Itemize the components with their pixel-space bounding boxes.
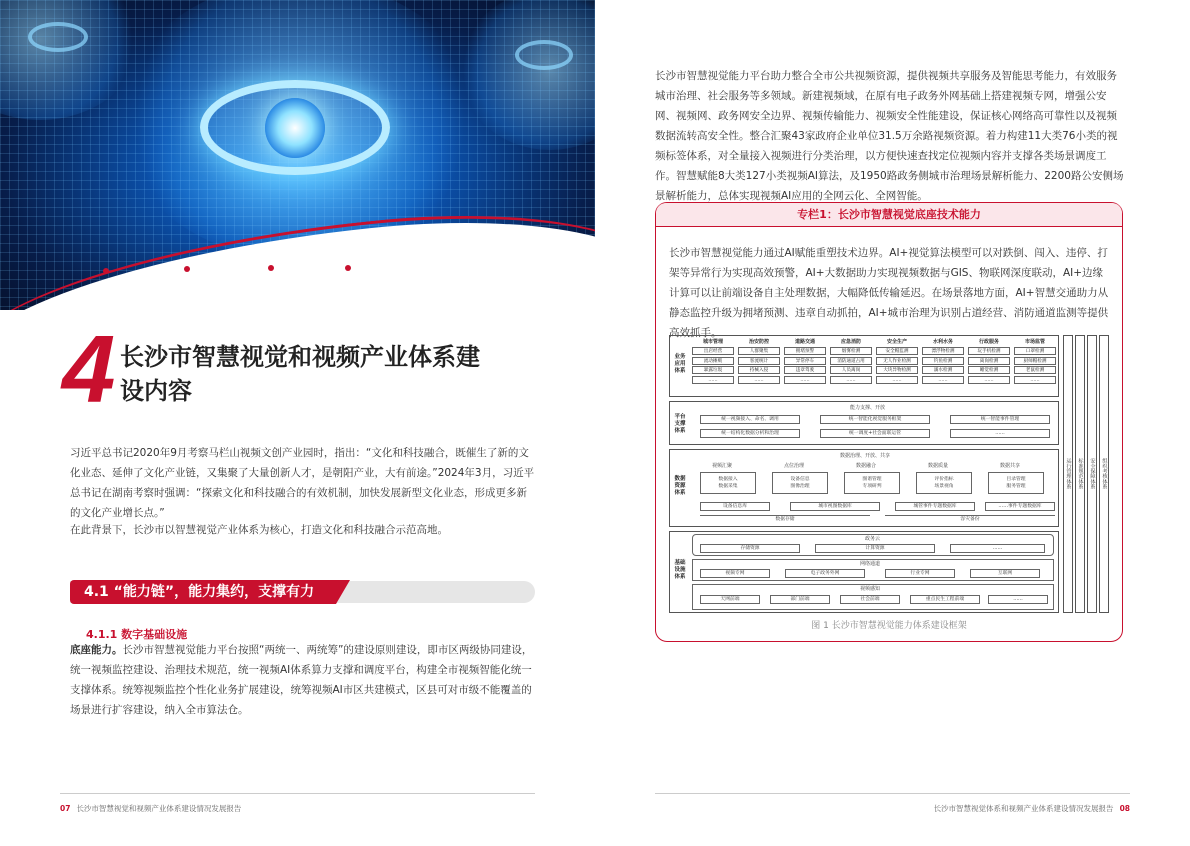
app-item: …… xyxy=(738,376,780,384)
app-item: …… xyxy=(692,376,734,384)
layer-label: 基础设施体系 xyxy=(674,560,686,580)
footer xyxy=(934,803,1130,814)
app-item: 无人作业检测 xyxy=(876,357,918,365)
body-text: 长沙市智慧视觉能力平台按照“两统一、两统筹”的建设原则建设，即市区两级协同建设，统一视频监控建设、治理技术规范，统一视频AI体系算力支撑和调度平台，构建全市视频智能化统一支撑体系。统筹视频监控个性化业务扩展建设，统筹视频AI市区共建模式，区县可对市级不能覆盖的场景进行扩容建设，纳入全市算法仓。 xyxy=(70,644,533,716)
app-item: …… xyxy=(922,376,964,384)
app-item: 客流统计 xyxy=(738,357,780,365)
app-item: 安全帽监测 xyxy=(876,347,918,355)
app-column xyxy=(830,338,872,385)
app-column-head: 治安防控 xyxy=(748,339,769,345)
app-column-head: 水利水务 xyxy=(932,339,953,345)
data-store: 设备信息库 xyxy=(700,502,770,511)
platform-chip: 统一结构化数据分析和治理 xyxy=(700,429,800,438)
infra-chip: 部门前端 xyxy=(770,595,830,604)
app-column xyxy=(692,338,734,385)
layer-label: 业务应用体系 xyxy=(674,354,686,374)
infra-chip: 计算资源 xyxy=(815,544,935,553)
infra-video: 视频感知 xyxy=(860,586,881,592)
side-bar-standards: 标准规范体系 xyxy=(1075,335,1085,613)
app-item: 持械入侵 xyxy=(738,366,780,374)
app-column-head: 应急消防 xyxy=(840,339,861,345)
infra-chip: 存储资源 xyxy=(700,544,800,553)
data-backup: 容灾备份 xyxy=(885,515,1055,524)
app-item: 老鼠检测 xyxy=(1014,366,1056,374)
layer-infra xyxy=(669,531,1059,613)
app-column-head: 城市管理 xyxy=(702,339,723,345)
data-caption: 数据治理、开放、共享 xyxy=(840,453,891,459)
platform-caption: 能力支撑、开放 xyxy=(850,405,886,411)
app-item: …… xyxy=(784,376,826,384)
platform-chip: 统一调度+社会面联运管 xyxy=(820,429,930,438)
app-item: 大块异物检测 xyxy=(876,366,918,374)
layer-platform xyxy=(669,401,1059,445)
section-title: 4.1 “能力链”，能力集约，支撑有力 xyxy=(84,584,315,600)
app-item: 睡觉检测 xyxy=(968,366,1010,374)
app-column-head: 市场监管 xyxy=(1024,339,1045,345)
data-column-head: 数据融合 xyxy=(856,463,877,469)
layer-label: 数据资源体系 xyxy=(674,476,686,496)
data-column-item: 设备信息 图像治理 xyxy=(772,472,828,494)
infra-chip: 重点民生工程前端 xyxy=(910,595,980,604)
right-page xyxy=(595,0,1190,846)
app-column-head: 安全生产 xyxy=(886,339,907,345)
app-item: 离岗检测 xyxy=(968,357,1010,365)
data-column-item: 图谱管理 专项研判 xyxy=(844,472,900,494)
app-item: 暴露垃圾 xyxy=(692,366,734,374)
app-item: 拥堵预警 xyxy=(784,347,826,355)
infra-net: 网络通道 xyxy=(860,561,881,567)
app-item: 钓鱼检测 xyxy=(922,357,964,365)
intro-paragraph: 习近平总书记2020年9月考察马栏山视频文创产业园时，指出：“文化和科技融合，既催生了新的文化业态、延伸了文化产业链，又集聚了大量创新人才，是朝阳产业，大有前途。”2024年3月，习近平总书记在湖南考察时强调：“探索文化和科技融合的有效机制，加快发展新型文化业态，形成更多新的文化产业增长点。” xyxy=(70,447,535,519)
app-column-head: 行政服务 xyxy=(978,339,999,345)
app-item: 人员离岗 xyxy=(830,366,872,374)
footer-title: 长沙市智慧视觉体系和视频产业体系建设情况发展报告 xyxy=(933,804,1114,813)
app-item: …… xyxy=(876,376,918,384)
app-column xyxy=(968,338,1010,385)
box-paragraph: 长沙市智慧视觉能力通过AI赋能重塑技术边界。AI+视觉算法模型可以对跌倒、闯入、违停、打架等异常行为实现高效预警，AI+大数据助力实现视频数据与GIS、物联网深度联动，AI+边缘计算可以让前端设备自主处理数据，大幅降低传输延迟。在场景落地方面，AI+智慧交通助力从静态监控升级为拥堵预测、违章自动抓拍，AI+城市治理为识别占道经营、消防通道监测等提供高效抓手。 xyxy=(669,247,1109,339)
app-column xyxy=(1014,338,1056,385)
box-title: 专栏1：长沙市智慧视觉底座技术能力 xyxy=(656,203,1122,227)
app-item: …… xyxy=(1014,376,1056,384)
footer-title: 长沙市智慧视觉和视频产业体系建设情况发展报告 xyxy=(76,804,242,813)
infra-cloud: 政务云 xyxy=(865,536,881,542)
data-column-head: 点位治理 xyxy=(784,463,805,469)
footer-rule xyxy=(60,793,535,794)
hero-image xyxy=(0,0,595,310)
app-item: 出店经营 xyxy=(692,347,734,355)
platform-chip: 统一视频接入、命名、调用 xyxy=(700,415,800,424)
architecture-diagram xyxy=(669,335,1109,615)
infra-chip: …… xyxy=(950,544,1045,553)
app-item: …… xyxy=(968,376,1010,384)
app-item: 消防通道占用 xyxy=(830,357,872,365)
app-column xyxy=(876,338,918,385)
body-paragraph xyxy=(70,640,535,720)
app-column-head: 道路交通 xyxy=(794,339,815,345)
layer-business xyxy=(669,335,1059,397)
infra-chip: …… xyxy=(988,595,1048,604)
app-item: 溺水检测 xyxy=(922,366,964,374)
subsection-title: 4.1.1 数字基础设施 xyxy=(86,628,188,641)
data-store: ……事件专题数据库 xyxy=(985,502,1055,511)
infra-chip: 行业专网 xyxy=(885,569,955,578)
side-bar-organization: 组织考核体系 xyxy=(1099,335,1109,613)
platform-chip: 统一智能事件管理 xyxy=(950,415,1050,424)
app-item: …… xyxy=(830,376,872,384)
chapter-title: 长沙市智慧视觉和视频产业体系建设内容 xyxy=(120,343,480,405)
app-item: 厨师帽检测 xyxy=(1014,357,1056,365)
data-column-item: 数据接入 数据采集 xyxy=(700,472,756,494)
page-number: 07 xyxy=(60,804,71,813)
app-column xyxy=(738,338,780,385)
context-paragraph: 在此背景下，长沙市以智慧视觉产业体系为核心，打造文化和科技融合示范高地。 xyxy=(70,524,448,536)
footer xyxy=(60,803,241,814)
data-column-head: 视频汇聚 xyxy=(712,463,733,469)
platform-paragraph: 长沙市智慧视觉能力平台助力整合全市公共视频资源，提供视频共享服务及智能思考能力，有效服务城市治理、社会服务等多领域。新建视频域，在原有电子政务外网基础上搭建视频专网，增强公安网、视频网、政务网安全边界、视频传输能力、视频安全性能建设，保证核心网络高可靠性以及视频数据流转高安全性。整合汇聚43家政府企业单位31.5万余路视频资源。着力构建11大类76小类的视频标签体系，对全量接入视频进行分类治理，以方便快速查找定位视频内容并支撑各类场景调度工作。智慧赋能8大类127小类视频AI算法，及1950路政务侧城市治理场景解析能力、2200路公安侧场景解析能力，总体实现视频AI应用的全网云化、全网智能。 xyxy=(655,70,1124,202)
data-column-head: 数据质量 xyxy=(928,463,949,469)
app-column xyxy=(922,338,964,385)
side-bar-security: 安全保障体系 xyxy=(1087,335,1097,613)
footer-rule xyxy=(655,793,1130,794)
platform-chip: 统一智能化视觉服务框架 xyxy=(820,415,930,424)
app-item: 异常停车 xyxy=(784,357,826,365)
infra-chip: 天网前端 xyxy=(700,595,760,604)
platform-chip: …… xyxy=(950,429,1050,438)
data-column-head: 数据共享 xyxy=(1000,463,1021,469)
app-column xyxy=(784,338,826,385)
side-bar-operation: 运行管理体系 xyxy=(1063,335,1073,613)
page-number: 08 xyxy=(1119,804,1130,813)
data-store: 城管事件专题数据库 xyxy=(895,502,975,511)
infra-chip: 电子政务外网 xyxy=(785,569,865,578)
app-item: 违章驾驶 xyxy=(784,366,826,374)
layer-label: 平台支撑体系 xyxy=(674,414,686,434)
data-column-item: 评价指标 场景视角 xyxy=(916,472,972,494)
data-storage: 数据存储 xyxy=(700,515,870,524)
infra-chip: 互联网 xyxy=(970,569,1040,578)
infra-chip: 社会前端 xyxy=(840,595,900,604)
chapter-number: 4 xyxy=(62,316,116,423)
app-item: 流动摊贩 xyxy=(692,357,734,365)
app-item: 口罩检测 xyxy=(1014,347,1056,355)
figure-caption: 图 1 长沙市智慧视觉能力体系建设框架 xyxy=(811,621,967,631)
app-item: 人群聚集 xyxy=(738,347,780,355)
infra-chip: 视频专网 xyxy=(700,569,770,578)
lead-in: 底座能力。 xyxy=(70,644,123,656)
data-store: 城市视图数据库 xyxy=(790,502,880,511)
app-item: 漂浮物检测 xyxy=(922,347,964,355)
layer-data xyxy=(669,449,1059,527)
app-item: 玩手机检测 xyxy=(968,347,1010,355)
data-column-item: 目录管理 服务管理 xyxy=(988,472,1044,494)
app-item: 烟雾检测 xyxy=(830,347,872,355)
